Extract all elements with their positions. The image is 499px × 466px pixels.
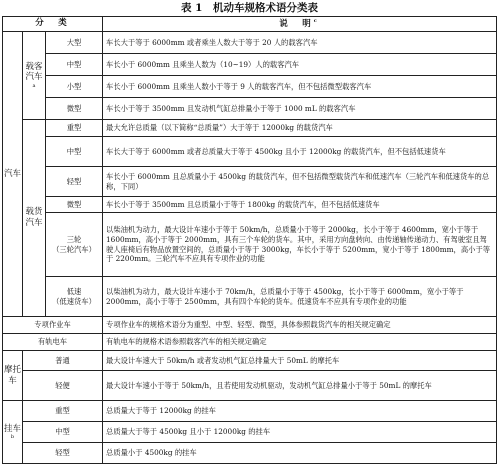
table-row <box>3 98 497 120</box>
desc-cell: 车长大于等于 6000mm 或者总质量大于等于 4500kg 且小于 12000kg 的载货汽车，但不包括低速货车 <box>103 137 497 167</box>
type-cell: 重型 <box>23 401 103 422</box>
group-car: 汽车 <box>3 32 23 317</box>
type-cell: 中型 <box>23 422 103 443</box>
group-passenger: 载客汽车 a <box>23 32 46 120</box>
desc-cell: 最大设计车速小于等于 50km/h，且若使用发动机驱动，发动机气缸总排量小于等于 50mL 的摩托车 <box>103 371 497 401</box>
group-motorcycle: 摩托车 <box>3 351 23 401</box>
desc-cell: 总质量大于等于 4500kg 且小于 12000kg 的挂车 <box>103 422 497 443</box>
header-description: 说 明$^c$ <box>103 17 497 32</box>
type-cell: 有轨电车 <box>3 334 103 351</box>
group-trailer: 挂车 b <box>3 401 23 464</box>
table-row <box>3 401 497 422</box>
type-cell: 中型 <box>46 54 103 76</box>
type-cell: 小型 <box>46 76 103 98</box>
type-cell: 大型 <box>46 32 103 54</box>
table-row <box>3 277 497 317</box>
type-cell: 微型 <box>46 98 103 120</box>
desc-cell: 以柴油机为动力，最大设计车速小于等于 50km/h，总质量小于等于 2000kg，长小于等于 4600mm，宽小于等于 1600mm，高小于等于 2000mm，具有三个车轮的货车。其中，采用方向盘转向、由传递轴传递动力、有驾驶室且驾驶人座椅后有物品放置空间的，总质量小于等于 3000kg，车长小于等于 5200mm，宽小于等于 1800mm，高小于等于 2200mm。三轮汽车不应具有专项作业的功能 <box>103 213 497 277</box>
table-row <box>3 32 497 54</box>
type-cell: 轻便 <box>23 371 103 401</box>
type-cell: 低速 （低速货车） <box>46 277 103 317</box>
table-row <box>3 76 497 98</box>
table-row <box>3 197 497 213</box>
table-row <box>3 120 497 137</box>
group-cargo: 载货汽车 <box>23 120 46 317</box>
table-row <box>3 351 497 371</box>
type-cell: 中型 <box>46 137 103 167</box>
type-cell: 重型 <box>46 120 103 137</box>
table-row <box>3 137 497 167</box>
desc-cell: 总质量小于 4500kg 的挂车 <box>103 443 497 464</box>
table-row <box>3 54 497 76</box>
table-row <box>3 334 497 351</box>
header-classification: 分 类 <box>3 17 103 32</box>
table-title: 表 1 机动车规格术语分类表 <box>181 2 318 14</box>
desc-cell: 车长小于 6000mm 且乘坐人数小于等于 9 人的载客汽车，但不包括微型载客汽车 <box>103 76 497 98</box>
type-cell: 轻型 <box>46 167 103 197</box>
classification-table <box>2 16 497 464</box>
table-row <box>3 317 497 334</box>
desc-cell: 专项作业车的规格术语分为重型、中型、轻型、微型，具体参照载货汽车的相关规定确定 <box>103 317 497 334</box>
table-row <box>3 371 497 401</box>
desc-cell: 车长小于 6000mm 且总质量小于 4500kg 的载货汽车，但不包括微型载货汽车和低速汽车（三轮汽车和低速货车的总称，下同） <box>103 167 497 197</box>
desc-cell: 最大允许总质量（以下简称“总质量”）大于等于 12000kg 的载货汽车 <box>103 120 497 137</box>
type-cell: 专项作业车 <box>3 317 103 334</box>
type-cell: 轻型 <box>23 443 103 464</box>
table-row <box>3 422 497 443</box>
desc-cell: 车长小于等于 3500mm 且总质量小于等于 1800kg 的载货汽车，但不包括低速货车 <box>103 197 497 213</box>
header-row <box>3 17 497 32</box>
table-row <box>3 213 497 277</box>
table-row <box>3 443 497 464</box>
type-cell: 微型 <box>46 197 103 213</box>
desc-cell: 以柴油机为动力，最大设计车速小于 70km/h，总质量小于等于 4500kg，长小于等于 6000mm，宽小于等于 2000mm，高小于等于 2500mm，具有四个车轮的货车。低速货车不应具有专项作业的功能 <box>103 277 497 317</box>
desc-cell: 车长大于等于 6000mm 或者乘坐人数大于等于 20 人的载客汽车 <box>103 32 497 54</box>
desc-cell: 车长小于 6000mm 且乘坐人数为（10~19）人的载客汽车 <box>103 54 497 76</box>
type-cell: 普通 <box>23 351 103 371</box>
desc-cell: 总质量大于等于 12000kg 的挂车 <box>103 401 497 422</box>
table-row <box>3 167 497 197</box>
desc-cell: 车长小于等于 3500mm 且发动机气缸总排量小于等于 1000 mL 的载客汽车 <box>103 98 497 120</box>
desc-cell: 最大设计车速大于 50km/h 或者发动机气缸总排量大于 50mL 的摩托车 <box>103 351 497 371</box>
type-cell: 三轮 （三轮汽车） <box>46 213 103 277</box>
desc-cell: 有轨电车的规格术语参照载客汽车的相关规定确定 <box>103 334 497 351</box>
